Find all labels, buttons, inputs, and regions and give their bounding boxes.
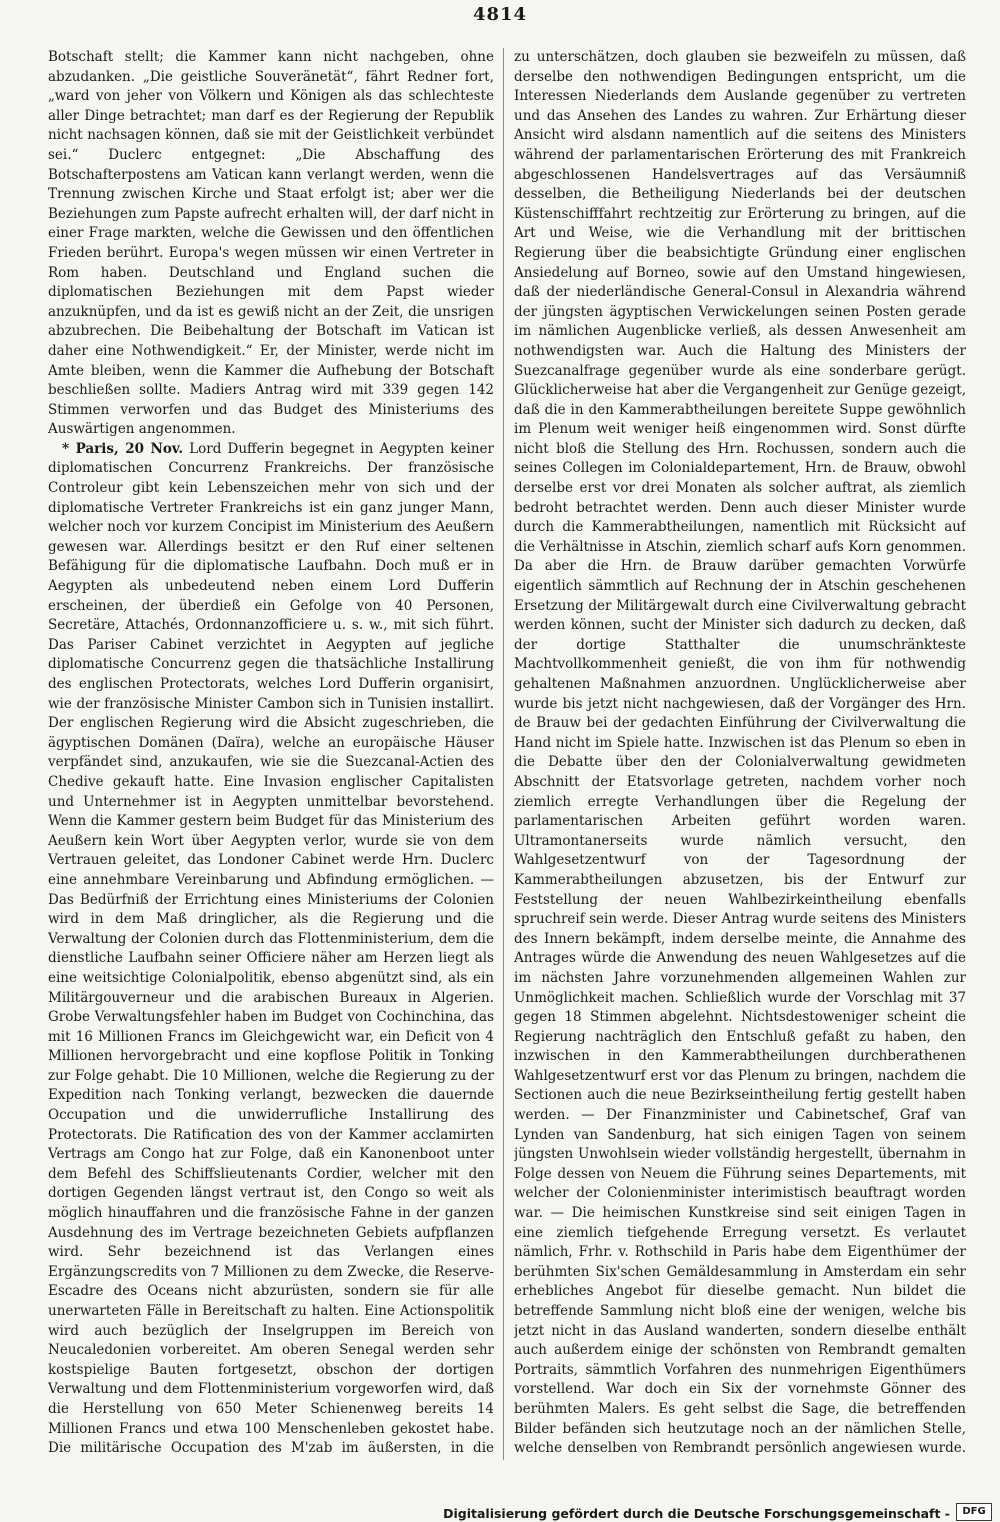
page-number: 4814 [472,4,528,25]
article-text: Lord Dufferin begegnet in Aegypten keiner diplomatischen Concurrenz Frankreichs. Der französische Controleur gibt kein Lebenszeichen mehr von sich und der diplomatische Vertreter Frankreichs ist ein ganz junger Mann, welcher noch vor kurzem Concipist im Ministerium des Aeußern gewesen war. Allerdings besitzt er den Ruf einer seltenen Befähigung für die diplomatische Laufbahn. Doch muß er in Aegypten als unbedeutend neben einem Lord Dufferin erscheinen, der überdieß ein Gefolge von 40 Personen, Secretäre, Attachés, Ordonnanzofficiere u. s. w., mit sich führt. Das Pariser Cabinet verzichtet in Aegypten auf jegliche diplomatische Concurrenz gegen die thatsächliche Installirung des englischen Protectorats, welches Lord Dufferin organisirt, wie der französische Minister Cambon sich in Tunisien installirt. Der englischen Regierung wird die Absicht zugeschrieben, die ägyptischen Domänen (Daïra), welche an europäische Häuser verpfändet sind, anzukaufen, wie sie die Suezcanal-Actien des Chedive gekauft hatte. Eine Invasion englischer Capitalisten und Unternehmer ist in Aegypten unmittelbar bevorstehend. Wenn die Kammer gestern beim Budget für das Ministerium des Aeußern kein Wort über Aegypten verlor, wurde sie von dem Vertrauen geleitet, das Londoner Cabinet werde Hrn. Duclerc eine annehmbare Vereinbarung und Abfindung ermöglichen. — Das Bedürfniß der Errichtung eines Ministeriums der Colonien wird in dem Maß dringlicher, als die Regierung und die Verwaltung der Colonien durch das Flottenministerium, dem die dienstliche Laufbahn seiner Officiere näher am Herzen liegt als eine weitsichtige Colonialpolitik, ebenso abgenützt sind, als ein Militärgouverneur und die arabischen Bureaux in Algerien. Grobe Verwaltungsfehler haben im Budget von Cochinchina, das mit 16 Millionen Francs im Gleichgewicht war, ein Deficit von 4 Millionen hervorgebracht und eine kopflose Politik in Tonking zur Folge gehabt. Die 10 Millionen, welche die Regierung zu der Expedition nach Tonking verlangt, bezwecken die dauernde Occupation und die unwiderrufliche Installirung des Protectorats. Die Ratification des von der Kammer acclamirten Vertrags am Congo hat zur Folge, daß ein Kanonenboot unter dem Befehl des Schiffslieutenants Cordier, welcher mit den dortigen Gegenden längst vertraut ist, den Congo so weit als möglich hinauffahren und die französische Fahne in der ganzen Ausdehnung des im Vertrage bezeichneten Gebiets aufpflanzen wird. Sehr bezeichnend ist das Verlangen eines Ergänzungscredits von 7 Millionen zu dem Zwecke, die Reserve-Escadre des Oceans nicht abzurüsten, sondern sie für alle unerwarteten Fälle in Bereitschaft zu halten. Eine Actionspolitik wird auch bezüglich der Inselgruppen im Bereich von Neucaledonien vorbereitet. Am oberen Senegal werden sehr kostspielige Bauten fortgesetzt, obschon der dortigen Verwaltung und dem Flottenministerium vorgeworfen wird, daß die Herstellung von 650 Meter Schienenweg bereits 14 Millionen Francs und etwa 100 Menschenleben gekostet habe. Die militärische Occupation des M'zab im äußersten, in die [48,440,494,1457]
left-column [48,48,494,1460]
column-divider [503,48,504,1460]
article-paragraph: zu unterschätzen, doch glauben sie bezweifeln zu müssen, daß derselbe den nothwendigen Bedingungen entspricht, um die Interessen Niederlands dem Auslande gegenüber zu vertreten und das Ansehen des Landes zu wahren. Zur Erhärtung dieser Ansicht wird alsdann namentlich auf die seitens des Ministers während der parlamentarischen Erörterung des mit Frankreich abgeschlossenen Handelsvertrages auf das Versäumniß desselben, die Betheiligung Niederlands bei der deutschen Küstenschifffahrt rechtzeitig zur Erörterung zu bringen, auf die Art und Weise, wie die Verhandlung mit der brittischen Regierung über die beabsichtigte Gründung einer englischen Ansiedelung auf Borneo, sowie auf den Umstand hingewiesen, daß der niederländische General-Consul in Alexandria während der jüngsten ägyptischen Verwickelungen seinen Posten gerade im nämlichen Augenblicke verließ, als dessen Anwesenheit am nothwendigsten war. Auch die Haltung des Ministers der Suezcanalfrage gegenüber wurde als eine sonderbare gerügt. Glücklicherweise hat aber die Vergangenheit zur Genüge gezeigt, daß die in den Kammerabtheilungen bereitete Suppe gewöhnlich im Plenum weit weniger heiß eingenommen wird. Sonst dürfte nicht bloß die Stellung des Hrn. Rochussen, sondern auch die seines Collegen im Colonialdepartement, Hrn. de Brauw, obwohl derselbe erst vor drei Monaten als solcher auftrat, als ziemlich bedroht betrachtet werden. Denn auch dieser Minister wurde durch die Kammerabtheilungen, namentlich mit Rücksicht auf die Verhältnisse in Atschin, ziemlich scharf aufs Korn genommen. Da aber die Hrn. de Brauw darüber gemachten Vorwürfe eigentlich sämmtlich auf Rechnung der in Atschin geschehenen Ersetzung der Militärgewalt durch eine Civilverwaltung gebracht werden können, sucht der Minister sich dadurch zu decken, daß der dortige Statthalter die unumschränkteste Machtvollkommenheit genießt, die von ihm für nothwendig gehaltenen Maßnahmen anzuordnen. Unglücklicherweise aber wurde bis jetzt nicht nachgewiesen, daß der Vorgänger des Hrn. de Brauw bei der gedachten Einführung der Civilverwaltung die Hand nicht im Spiele hatte. Inzwischen ist das Plenum so eben in die Debatte über den der Colonialverwaltung gewidmeten Abschnitt der Etatsvorlage getreten, nachdem vorher noch ziemlich erregte Verhandlungen über die Regelung der parlamentarischen Arbeiten geführt worden waren. Ultramontanerseits wurde nämlich versucht, den Wahlgesetzentwurf von der Tagesordnung der Kammerabtheilungen abzusetzen, bis der Entwurf zur Feststellung der neuen Wahlbezirkeintheilung ebenfalls spruchreif sein werde. Dieser Antrag wurde seitens des Ministers des Innern bekämpft, indem derselbe meinte, die Annahme des Antrages würde die Anwendung des neuen Wahlgesetzes auf die im nächsten Jahre vorzunehmenden allgemeinen Wahlen zur Unmöglichkeit machen. Schließlich wurde der Vorschlag mit 37 gegen 18 Stimmen abgelehnt. Nichtsdestoweniger scheint die Regierung nachträglich den Entschluß gefaßt zu haben, den inzwischen in den Kammerabtheilungen durchberathenen Wahlgesetzentwurf erst vor das Plenum zu bringen, nachdem die Sectionen auch die neue Bezirkseintheilung fertig gestellt haben werden. — Der Finanzminister und Cabinetschef, Graf van Lynden van Sandenburg, hat sich einigen Tagen von seinem jüngsten Unwohlsein wieder vollständig hergestellt, übernahm in Folge dessen von Neuem die Führung seines Departements, mit welcher der Colonienminister interimistisch beauftragt worden war. — Die heimischen Kunstkreise sind seit einigen Tagen in eine ziemlich tiefgehende Erregung versetzt. Es verlautet nämlich, Frhr. v. Rothschild in Paris habe dem Eigenthümer der berühmten Six'schen Gemäldesammlung in Amsterdam ein sehr erhebliches Angebot für dieselbe gemacht. Nun bildet die betreffende Sammlung nicht bloß eine der wenigen, welche bis jetzt nicht in das Ausland wanderten, sondern dieselbe enthält auch außerdem einige der schönsten von Rembrandt gemalten Portraits, sämmtlich Vorfahren des nunmehrigen Eigenthümers vorstellend. War doch ein Six der vornehmste Gönner des berühmten Malers. Es geht selbst die Sage, die betreffenden Bilder befänden sich heutzutage noch an der nämlichen Stelle, welche denselben von Rembrandt persönlich angewiesen wurde. [514,49,966,1457]
right-column [514,48,966,1460]
article-paragraph [48,440,494,1460]
digitization-credit: Digitalisierung gefördert durch die Deutsche Forschungsgemeinschaft - [439,1506,954,1521]
dfg-logo: DFG [956,1503,992,1521]
article-paragraph: Botschaft stellt; die Kammer kann nicht nachgeben, ohne abzudanken. „Die geistliche Souveränetät“, fährt Redner fort, „ward von jeher von Völkern und Königen als das schlechteste aller Dinge betrachtet; man darf es der Regierung der Republik nicht nachsagen können, daß sie mit der Geistlichkeit verbündet sei.“ Duclerc entgegnet: „Die Abschaffung des Botschafterpostens am Vatican kann verlangt werden, wenn die Trennung zwischen Kirche und Staat erfolgt ist; aber wer die Beziehungen zum Papste aufrecht erhalten will, der darf nicht in einer Frage markten, welche die Gewissen und den öffentlichen Frieden berührt. Europa's wegen müssen wir einen Vertreter in Rom haben. Deutschland und England suchen die diplomatischen Beziehungen mit dem Papst wieder anzuknüpfen, und da ist es gewiß nicht an der Zeit, die unsrigen abzubrechen. Die Beibehaltung der Botschaft im Vatican ist daher eine Nothwendigkeit.“ Er, der Minister, werde nicht im Amte bleiben, wenn die Kammer die Aufhebung der Botschaft beschließen sollte. Madiers Antrag wird mit 339 gegen 142 Stimmen verworfen und das Budget des Ministeriums des Auswärtigen angenommen. [48,49,494,438]
dateline: * Paris, 20 Nov. [62,440,184,457]
